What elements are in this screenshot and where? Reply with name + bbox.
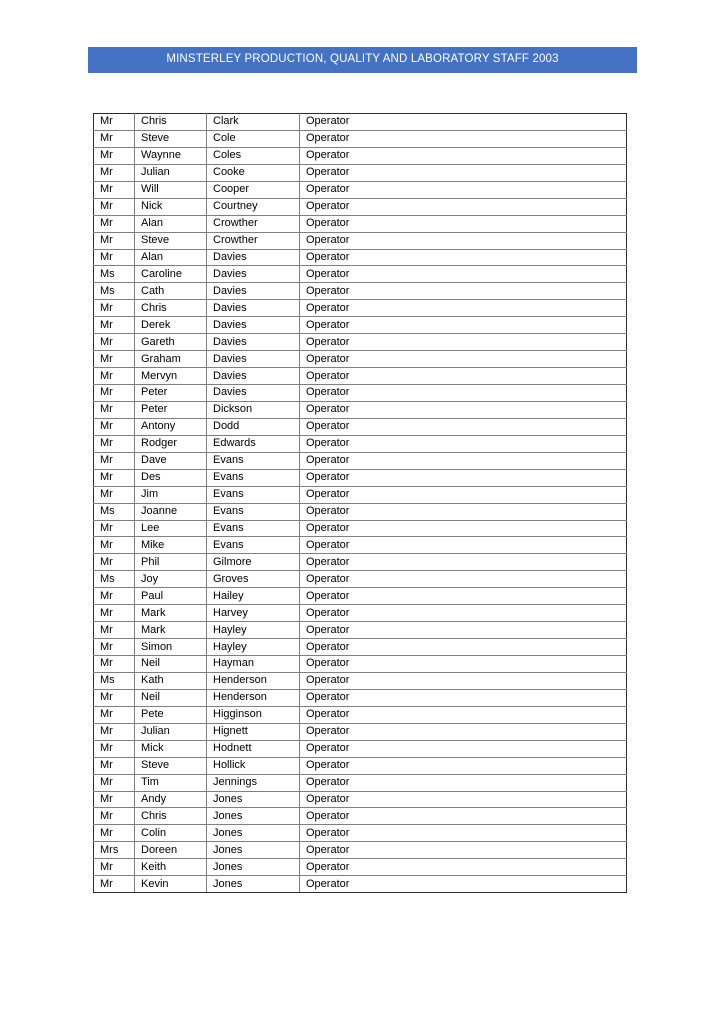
cell-role: Operator (300, 232, 627, 249)
cell-role: Operator (300, 639, 627, 656)
cell-last-name: Davies (207, 351, 300, 368)
cell-first-name: Jim (135, 486, 207, 503)
table-row (94, 486, 627, 503)
cell-first-name: Cath (135, 283, 207, 300)
cell-title: Mr (94, 351, 135, 368)
cell-title: Mr (94, 368, 135, 385)
cell-title: Mr (94, 808, 135, 825)
table-row (94, 774, 627, 791)
table-row (94, 876, 627, 893)
cell-title: Mr (94, 757, 135, 774)
cell-first-name: Simon (135, 639, 207, 656)
cell-last-name: Jones (207, 859, 300, 876)
staff-table (93, 113, 627, 893)
cell-last-name: Hollick (207, 757, 300, 774)
cell-first-name: Chris (135, 114, 207, 131)
cell-title: Mr (94, 791, 135, 808)
cell-title: Mr (94, 249, 135, 266)
cell-title: Mr (94, 385, 135, 402)
cell-title: Mr (94, 486, 135, 503)
cell-first-name: Gareth (135, 334, 207, 351)
cell-last-name: Cooper (207, 181, 300, 198)
cell-role: Operator (300, 486, 627, 503)
cell-first-name: Paul (135, 588, 207, 605)
cell-first-name: Rodger (135, 435, 207, 452)
table-row (94, 842, 627, 859)
cell-title: Mr (94, 774, 135, 791)
cell-title: Mr (94, 232, 135, 249)
cell-first-name: Colin (135, 825, 207, 842)
cell-first-name: Chris (135, 808, 207, 825)
cell-role: Operator (300, 317, 627, 334)
cell-last-name: Coles (207, 147, 300, 164)
cell-title: Mr (94, 198, 135, 215)
cell-first-name: Chris (135, 300, 207, 317)
cell-first-name: Alan (135, 215, 207, 232)
cell-first-name: Kevin (135, 876, 207, 893)
cell-role: Operator (300, 859, 627, 876)
table-row (94, 452, 627, 469)
cell-last-name: Davies (207, 266, 300, 283)
cell-title: Mr (94, 622, 135, 639)
cell-first-name: Keith (135, 859, 207, 876)
cell-first-name: Joy (135, 571, 207, 588)
cell-role: Operator (300, 876, 627, 893)
cell-first-name: Tim (135, 774, 207, 791)
table-row (94, 706, 627, 723)
cell-first-name: Neil (135, 689, 207, 706)
table-row (94, 520, 627, 537)
cell-first-name: Julian (135, 723, 207, 740)
table-row (94, 639, 627, 656)
table-row (94, 114, 627, 131)
cell-last-name: Jones (207, 876, 300, 893)
cell-role: Operator (300, 368, 627, 385)
cell-last-name: Davies (207, 368, 300, 385)
cell-first-name: Pete (135, 706, 207, 723)
cell-role: Operator (300, 537, 627, 554)
table-row (94, 283, 627, 300)
table-row (94, 859, 627, 876)
cell-role: Operator (300, 452, 627, 469)
cell-role: Operator (300, 605, 627, 622)
cell-role: Operator (300, 181, 627, 198)
cell-last-name: Davies (207, 283, 300, 300)
table-row (94, 215, 627, 232)
cell-first-name: Phil (135, 554, 207, 571)
table-row (94, 808, 627, 825)
cell-title: Mr (94, 876, 135, 893)
cell-first-name: Des (135, 469, 207, 486)
cell-title: Mr (94, 317, 135, 334)
table-row (94, 334, 627, 351)
cell-title: Mr (94, 639, 135, 656)
cell-role: Operator (300, 164, 627, 181)
table-row (94, 791, 627, 808)
cell-title: Mr (94, 164, 135, 181)
cell-last-name: Evans (207, 520, 300, 537)
table-row (94, 435, 627, 452)
table-row (94, 740, 627, 757)
cell-title: Mr (94, 215, 135, 232)
cell-title: Ms (94, 672, 135, 689)
cell-title: Mr (94, 114, 135, 131)
cell-first-name: Dave (135, 452, 207, 469)
cell-last-name: Edwards (207, 435, 300, 452)
cell-first-name: Steve (135, 232, 207, 249)
cell-title: Mr (94, 723, 135, 740)
table-row (94, 672, 627, 689)
cell-role: Operator (300, 656, 627, 673)
table-row (94, 368, 627, 385)
cell-first-name: Andy (135, 791, 207, 808)
cell-last-name: Jones (207, 791, 300, 808)
cell-last-name: Crowther (207, 215, 300, 232)
cell-first-name: Derek (135, 317, 207, 334)
cell-role: Operator (300, 198, 627, 215)
cell-role: Operator (300, 418, 627, 435)
cell-first-name: Mick (135, 740, 207, 757)
table-row (94, 249, 627, 266)
cell-title: Mr (94, 859, 135, 876)
table-row (94, 232, 627, 249)
cell-last-name: Henderson (207, 672, 300, 689)
cell-title: Mr (94, 452, 135, 469)
cell-last-name: Jones (207, 842, 300, 859)
cell-first-name: Steve (135, 757, 207, 774)
cell-role: Operator (300, 503, 627, 520)
cell-last-name: Evans (207, 486, 300, 503)
cell-role: Operator (300, 351, 627, 368)
cell-role: Operator (300, 571, 627, 588)
cell-role: Operator (300, 825, 627, 842)
staff-table-body (94, 114, 627, 893)
cell-title: Mr (94, 588, 135, 605)
cell-last-name: Hayman (207, 656, 300, 673)
cell-last-name: Groves (207, 571, 300, 588)
cell-role: Operator (300, 808, 627, 825)
cell-role: Operator (300, 114, 627, 131)
cell-last-name: Davies (207, 385, 300, 402)
table-row (94, 317, 627, 334)
cell-last-name: Jennings (207, 774, 300, 791)
cell-role: Operator (300, 723, 627, 740)
cell-title: Mr (94, 435, 135, 452)
cell-last-name: Hignett (207, 723, 300, 740)
cell-first-name: Waynne (135, 147, 207, 164)
cell-last-name: Crowther (207, 232, 300, 249)
cell-last-name: Harvey (207, 605, 300, 622)
cell-title: Mr (94, 401, 135, 418)
cell-last-name: Davies (207, 249, 300, 266)
cell-role: Operator (300, 130, 627, 147)
table-row (94, 622, 627, 639)
cell-role: Operator (300, 401, 627, 418)
cell-role: Operator (300, 740, 627, 757)
cell-role: Operator (300, 266, 627, 283)
cell-title: Ms (94, 503, 135, 520)
page-title: MINSTERLEY PRODUCTION, QUALITY AND LABORATORY STAFF 2003 (166, 53, 559, 66)
cell-first-name: Mervyn (135, 368, 207, 385)
cell-role: Operator (300, 622, 627, 639)
table-row (94, 605, 627, 622)
cell-first-name: Peter (135, 385, 207, 402)
cell-last-name: Gilmore (207, 554, 300, 571)
cell-last-name: Courtney (207, 198, 300, 215)
table-row (94, 164, 627, 181)
cell-last-name: Cole (207, 130, 300, 147)
cell-first-name: Mike (135, 537, 207, 554)
cell-first-name: Mark (135, 605, 207, 622)
cell-first-name: Antony (135, 418, 207, 435)
table-row (94, 554, 627, 571)
table-row (94, 266, 627, 283)
cell-role: Operator (300, 520, 627, 537)
table-row (94, 571, 627, 588)
cell-title: Mr (94, 706, 135, 723)
table-row (94, 469, 627, 486)
cell-last-name: Davies (207, 317, 300, 334)
cell-first-name: Caroline (135, 266, 207, 283)
cell-last-name: Evans (207, 452, 300, 469)
cell-last-name: Jones (207, 808, 300, 825)
cell-last-name: Dickson (207, 401, 300, 418)
cell-first-name: Graham (135, 351, 207, 368)
table-row (94, 401, 627, 418)
cell-first-name: Lee (135, 520, 207, 537)
document-title-banner (88, 47, 637, 73)
cell-first-name: Julian (135, 164, 207, 181)
cell-first-name: Joanne (135, 503, 207, 520)
cell-role: Operator (300, 689, 627, 706)
table-row (94, 418, 627, 435)
table-row (94, 130, 627, 147)
cell-title: Mr (94, 300, 135, 317)
table-row (94, 181, 627, 198)
cell-role: Operator (300, 774, 627, 791)
cell-role: Operator (300, 300, 627, 317)
cell-title: Mr (94, 520, 135, 537)
cell-role: Operator (300, 435, 627, 452)
cell-last-name: Jones (207, 825, 300, 842)
table-row (94, 757, 627, 774)
cell-title: Mr (94, 469, 135, 486)
cell-last-name: Higginson (207, 706, 300, 723)
cell-role: Operator (300, 469, 627, 486)
cell-last-name: Dodd (207, 418, 300, 435)
cell-first-name: Peter (135, 401, 207, 418)
cell-title: Ms (94, 266, 135, 283)
cell-title: Mr (94, 537, 135, 554)
table-row (94, 351, 627, 368)
cell-title: Mr (94, 689, 135, 706)
table-row (94, 723, 627, 740)
cell-first-name: Alan (135, 249, 207, 266)
cell-role: Operator (300, 842, 627, 859)
cell-title: Mrs (94, 842, 135, 859)
cell-role: Operator (300, 791, 627, 808)
cell-last-name: Cooke (207, 164, 300, 181)
cell-title: Mr (94, 740, 135, 757)
cell-last-name: Hayley (207, 622, 300, 639)
cell-last-name: Hayley (207, 639, 300, 656)
cell-role: Operator (300, 706, 627, 723)
cell-role: Operator (300, 588, 627, 605)
table-row (94, 198, 627, 215)
cell-role: Operator (300, 385, 627, 402)
cell-last-name: Evans (207, 469, 300, 486)
cell-first-name: Will (135, 181, 207, 198)
table-row (94, 147, 627, 164)
table-row (94, 537, 627, 554)
cell-title: Mr (94, 147, 135, 164)
cell-last-name: Clark (207, 114, 300, 131)
cell-title: Mr (94, 334, 135, 351)
cell-last-name: Henderson (207, 689, 300, 706)
cell-last-name: Davies (207, 300, 300, 317)
cell-first-name: Nick (135, 198, 207, 215)
cell-last-name: Evans (207, 503, 300, 520)
cell-title: Mr (94, 605, 135, 622)
cell-last-name: Evans (207, 537, 300, 554)
cell-title: Mr (94, 825, 135, 842)
cell-role: Operator (300, 249, 627, 266)
cell-role: Operator (300, 334, 627, 351)
cell-last-name: Davies (207, 334, 300, 351)
cell-role: Operator (300, 554, 627, 571)
table-row (94, 503, 627, 520)
cell-role: Operator (300, 672, 627, 689)
staff-table-container (93, 113, 626, 893)
cell-title: Mr (94, 656, 135, 673)
table-row (94, 300, 627, 317)
cell-first-name: Doreen (135, 842, 207, 859)
cell-title: Mr (94, 554, 135, 571)
cell-first-name: Mark (135, 622, 207, 639)
cell-role: Operator (300, 147, 627, 164)
cell-last-name: Hailey (207, 588, 300, 605)
cell-first-name: Steve (135, 130, 207, 147)
table-row (94, 385, 627, 402)
cell-role: Operator (300, 215, 627, 232)
cell-title: Mr (94, 130, 135, 147)
cell-role: Operator (300, 283, 627, 300)
cell-first-name: Kath (135, 672, 207, 689)
cell-title: Mr (94, 418, 135, 435)
table-row (94, 825, 627, 842)
cell-title: Mr (94, 181, 135, 198)
cell-last-name: Hodnett (207, 740, 300, 757)
cell-first-name: Neil (135, 656, 207, 673)
cell-title: Ms (94, 283, 135, 300)
cell-title: Ms (94, 571, 135, 588)
table-row (94, 588, 627, 605)
table-row (94, 656, 627, 673)
table-row (94, 689, 627, 706)
cell-role: Operator (300, 757, 627, 774)
